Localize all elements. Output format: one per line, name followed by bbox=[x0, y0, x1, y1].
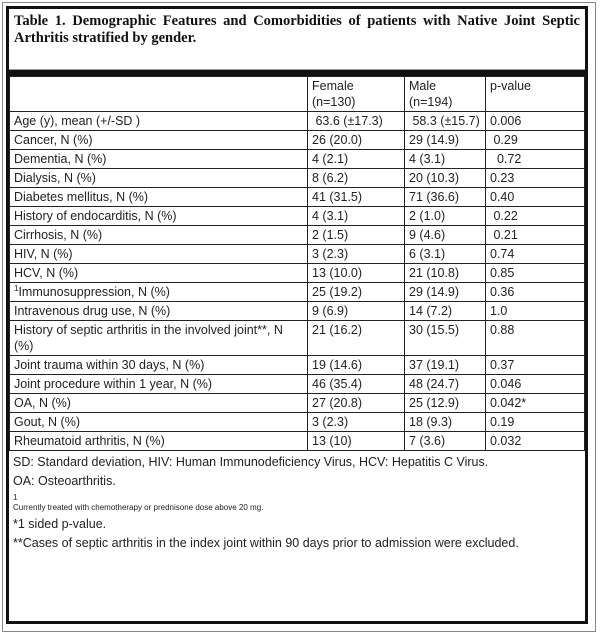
table-row bbox=[10, 302, 585, 321]
row-label bbox=[10, 375, 308, 394]
p-value: 0.40 bbox=[486, 188, 585, 207]
female-value: 3 (2.3) bbox=[308, 245, 405, 264]
document-border bbox=[2, 2, 596, 632]
p-value: 0.72 bbox=[486, 150, 585, 169]
demographics-table bbox=[9, 76, 585, 451]
header-p-value: p-value bbox=[486, 77, 585, 112]
male-value: 48 (24.7) bbox=[405, 375, 486, 394]
row-label-text: Age (y), mean (+/-SD ) bbox=[14, 114, 141, 128]
row-label-text: HCV, N (%) bbox=[14, 266, 79, 280]
table-row bbox=[10, 131, 585, 150]
row-label-text: HIV, N (%) bbox=[14, 247, 73, 261]
table-row bbox=[10, 321, 585, 356]
p-value: 0.85 bbox=[486, 264, 585, 283]
female-value: 4 (2.1) bbox=[308, 150, 405, 169]
row-label-text: Diabetes mellitus, N (%) bbox=[14, 190, 149, 204]
row-label bbox=[10, 283, 308, 302]
table-row bbox=[10, 188, 585, 207]
row-label-text: History of endocarditis, N (%) bbox=[14, 209, 177, 223]
male-value: 29 (14.9) bbox=[405, 131, 486, 150]
p-value: 0.36 bbox=[486, 283, 585, 302]
p-value: 0.19 bbox=[486, 413, 585, 432]
table-row bbox=[10, 394, 585, 413]
female-value: 13 (10) bbox=[308, 432, 405, 451]
table-title: Table 1. Demographic Features and Comorbidities of patients with Native Joint Septic Arthritis stratified by gender. bbox=[14, 13, 580, 46]
header-cell bbox=[10, 77, 308, 112]
header-female: Female (n=130) bbox=[308, 77, 405, 112]
male-value: 9 (4.6) bbox=[405, 226, 486, 245]
table-row bbox=[10, 207, 585, 226]
p-value: 0.042* bbox=[486, 394, 585, 413]
female-value: 9 (6.9) bbox=[308, 302, 405, 321]
row-label bbox=[10, 188, 308, 207]
p-value: 0.37 bbox=[486, 356, 585, 375]
table-row bbox=[10, 375, 585, 394]
row-label-text: Cirrhosis, N (%) bbox=[14, 228, 103, 242]
row-label-text: Joint procedure within 1 year, N (%) bbox=[14, 377, 213, 391]
female-value: 63.6 (±17.3) bbox=[308, 112, 405, 131]
header-row bbox=[10, 77, 585, 112]
male-value: 71 (36.6) bbox=[405, 188, 486, 207]
female-value: 8 (6.2) bbox=[308, 169, 405, 188]
row-label-text: Rheumatoid arthritis, N (%) bbox=[14, 434, 165, 448]
header-male: Male (n=194) bbox=[405, 77, 486, 112]
footnote-mark: 1 bbox=[13, 493, 18, 502]
table-row bbox=[10, 245, 585, 264]
row-label bbox=[10, 302, 308, 321]
male-value: 7 (3.6) bbox=[405, 432, 486, 451]
row-label-text: Dementia, N (%) bbox=[14, 152, 107, 166]
male-value: 2 (1.0) bbox=[405, 207, 486, 226]
female-value: 26 (20.0) bbox=[308, 131, 405, 150]
footnote-1 bbox=[13, 491, 581, 515]
row-label bbox=[10, 169, 308, 188]
row-label bbox=[10, 207, 308, 226]
male-value: 18 (9.3) bbox=[405, 413, 486, 432]
table-row bbox=[10, 283, 585, 302]
female-value: 19 (14.6) bbox=[308, 356, 405, 375]
p-value: 0.032 bbox=[486, 432, 585, 451]
row-label bbox=[10, 264, 308, 283]
row-label-text: Intravenous drug use, N (%) bbox=[14, 304, 171, 318]
footnote-1-text: Currently treated with chemotherapy or prednisone dose above 20 mg. bbox=[13, 503, 264, 512]
footnote-abbreviations: SD: Standard deviation, HIV: Human Immunodeficiency Virus, HCV: Hepatitis C Virus. bbox=[13, 455, 489, 469]
p-value: 0.21 bbox=[486, 226, 585, 245]
male-value: 30 (15.5) bbox=[405, 321, 486, 356]
p-value: 0.006 bbox=[486, 112, 585, 131]
row-label-text: Dialysis, N (%) bbox=[14, 171, 96, 185]
footnote-star: *1 sided p-value. bbox=[13, 517, 107, 531]
row-label-text: Immunosuppression, N (%) bbox=[18, 285, 170, 299]
table-row bbox=[10, 112, 585, 131]
table-row bbox=[10, 226, 585, 245]
row-label bbox=[10, 245, 308, 264]
male-value: 4 (3.1) bbox=[405, 150, 486, 169]
row-label bbox=[10, 131, 308, 150]
male-value: 37 (19.1) bbox=[405, 356, 486, 375]
row-label-text: OA, N (%) bbox=[14, 396, 71, 410]
p-value: 0.29 bbox=[486, 131, 585, 150]
row-label bbox=[10, 150, 308, 169]
male-value: 29 (14.9) bbox=[405, 283, 486, 302]
table-row bbox=[10, 169, 585, 188]
female-value: 41 (31.5) bbox=[308, 188, 405, 207]
female-value: 27 (20.8) bbox=[308, 394, 405, 413]
male-value: 25 (12.9) bbox=[405, 394, 486, 413]
row-label bbox=[10, 356, 308, 375]
row-label-text: Joint trauma within 30 days, N (%) bbox=[14, 358, 205, 372]
female-value: 46 (35.4) bbox=[308, 375, 405, 394]
p-value: 1.0 bbox=[486, 302, 585, 321]
female-value: 13 (10.0) bbox=[308, 264, 405, 283]
footnote-doublestar: **Cases of septic arthritis in the index joint within 90 days prior to admission were excluded. bbox=[13, 536, 519, 550]
female-value: 3 (2.3) bbox=[308, 413, 405, 432]
female-value: 2 (1.5) bbox=[308, 226, 405, 245]
table-row bbox=[10, 150, 585, 169]
table-row bbox=[10, 356, 585, 375]
row-label bbox=[10, 432, 308, 451]
p-value: 0.74 bbox=[486, 245, 585, 264]
male-value: 6 (3.1) bbox=[405, 245, 486, 264]
p-value: 0.23 bbox=[486, 169, 585, 188]
male-value: 21 (10.8) bbox=[405, 264, 486, 283]
row-label-text: Cancer, N (%) bbox=[14, 133, 93, 147]
superscript-mark: 1 bbox=[14, 283, 19, 293]
row-label bbox=[10, 112, 308, 131]
footnote-oa: OA: Osteoarthritis. bbox=[13, 474, 116, 488]
table-frame bbox=[6, 6, 588, 624]
female-value: 25 (19.2) bbox=[308, 283, 405, 302]
row-label-text: Gout, N (%) bbox=[14, 415, 80, 429]
row-label bbox=[10, 413, 308, 432]
p-value: 0.22 bbox=[486, 207, 585, 226]
table-row bbox=[10, 264, 585, 283]
divider bbox=[9, 69, 585, 76]
male-value: 14 (7.2) bbox=[405, 302, 486, 321]
p-value: 0.046 bbox=[486, 375, 585, 394]
male-value: 20 (10.3) bbox=[405, 169, 486, 188]
footnotes bbox=[9, 451, 585, 557]
row-label-text: History of septic arthritis in the involved joint**, N (%) bbox=[14, 323, 283, 353]
row-label bbox=[10, 321, 308, 356]
row-label bbox=[10, 226, 308, 245]
table-row bbox=[10, 413, 585, 432]
female-value: 21 (16.2) bbox=[308, 321, 405, 356]
row-label bbox=[10, 394, 308, 413]
p-value: 0.88 bbox=[486, 321, 585, 356]
female-value: 4 (3.1) bbox=[308, 207, 405, 226]
male-value: 58.3 (±15.7) bbox=[405, 112, 486, 131]
table-row bbox=[10, 432, 585, 451]
